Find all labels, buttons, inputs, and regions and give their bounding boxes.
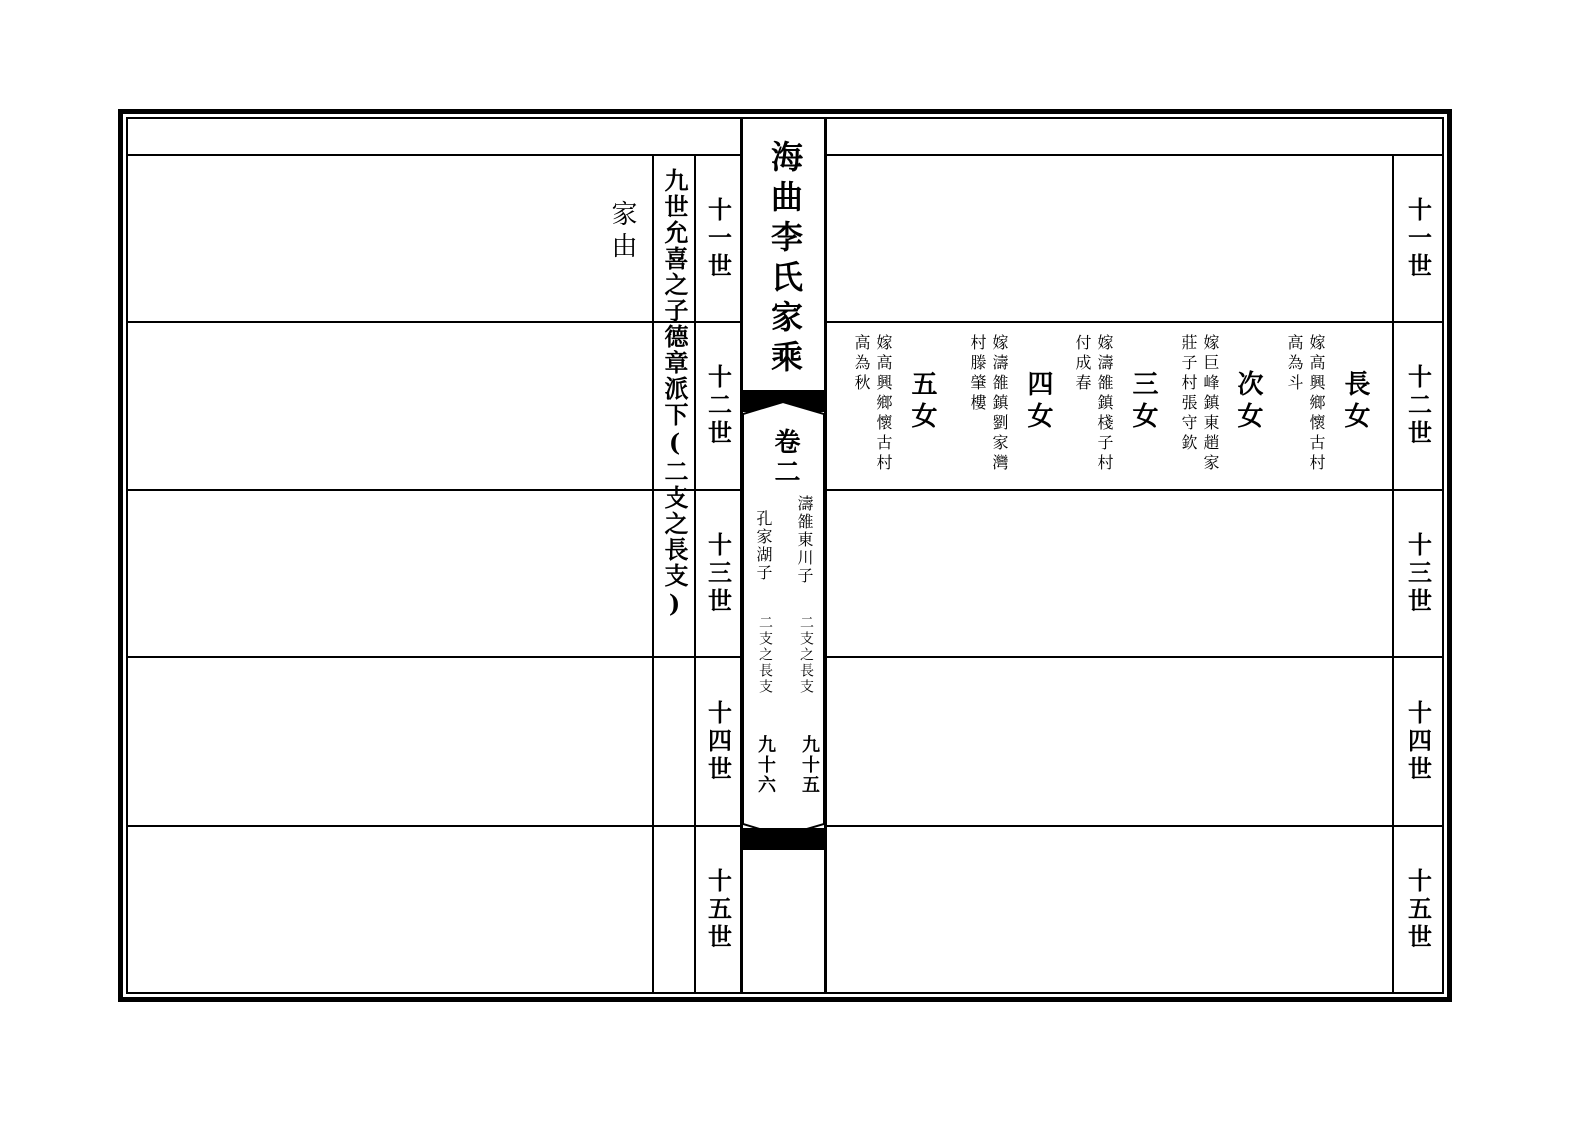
daughter-rank: 四女 xyxy=(1023,370,1053,434)
daughter-marriage: 嫁高興鄉懷古村 xyxy=(874,334,893,474)
generation-label: 十五世 xyxy=(1403,868,1433,952)
daughter-rank: 次女 xyxy=(1233,370,1263,434)
daughter-spouse: 高為斗 xyxy=(1285,334,1304,394)
grid-line xyxy=(827,656,1442,658)
daughter-rank: 長女 xyxy=(1340,370,1370,434)
daughter-spouse: 付成春 xyxy=(1073,334,1092,394)
daughter-spouse: 莊子村張守欽 xyxy=(1179,334,1198,454)
grid-line xyxy=(827,489,1442,491)
generation-label: 十三世 xyxy=(1403,531,1433,616)
generation-label: 十五世 xyxy=(703,868,733,952)
grid-line xyxy=(128,154,740,156)
daughter-rank: 三女 xyxy=(1128,370,1158,434)
origin-label: 家由 xyxy=(607,200,637,264)
grid-line xyxy=(128,489,740,491)
spine-location-1: 濤雒東川子 xyxy=(795,495,814,585)
generation-label: 十四世 xyxy=(703,699,733,784)
generation-label: 十三世 xyxy=(703,531,733,616)
grid-line xyxy=(128,656,740,658)
lineage-title: 九世允喜之子德章派下(二支之長支) xyxy=(660,168,689,620)
daughter-rank: 五女 xyxy=(907,370,937,434)
daughter-spouse: 高為秋 xyxy=(852,334,871,394)
grid-line xyxy=(128,321,740,323)
spine-band-bottom xyxy=(743,828,824,850)
generation-label: 十二世 xyxy=(1403,364,1433,448)
grid-line xyxy=(652,154,654,993)
daughter-marriage: 嫁濤雒鎮劉家灣 xyxy=(990,334,1009,474)
spine-branch-2: 二支之長支 xyxy=(757,615,773,695)
page-number-2: 九十六 xyxy=(755,735,776,795)
book-title: 海曲李氏家乘 xyxy=(766,140,804,380)
generation-label: 十一世 xyxy=(1403,196,1433,281)
daughter-marriage: 嫁濤雒鎮棧子村 xyxy=(1095,334,1114,474)
page-number-1: 九十五 xyxy=(799,735,820,795)
daughter-marriage: 嫁巨峰鎮東趙家 xyxy=(1201,334,1220,474)
spine-location-2: 孔家湖子 xyxy=(754,510,773,582)
spine-branch-1: 二支之長支 xyxy=(798,615,814,695)
generation-label: 十二世 xyxy=(703,364,733,448)
grid-line xyxy=(128,825,740,827)
generation-label: 十一世 xyxy=(703,196,733,281)
grid-line xyxy=(827,321,1442,323)
daughter-marriage: 嫁高興鄉懷古村 xyxy=(1307,334,1326,474)
grid-line xyxy=(827,825,1442,827)
daughter-spouse: 村滕肇樓 xyxy=(968,334,987,414)
volume-label: 卷二 xyxy=(770,428,800,488)
grid-line xyxy=(827,154,1442,156)
generation-label: 十四世 xyxy=(1403,699,1433,784)
